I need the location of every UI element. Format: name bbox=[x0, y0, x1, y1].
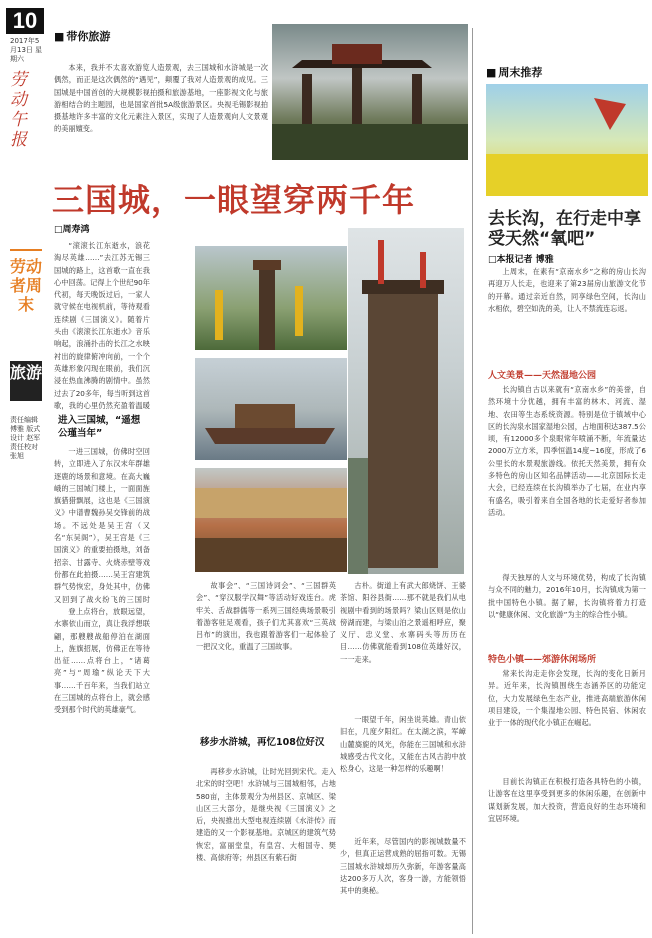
subheading-1: 进入三国城，“遥想公瑾当年” bbox=[58, 415, 141, 439]
newspaper-logo: 劳动午报 bbox=[10, 70, 27, 150]
section-label bbox=[10, 249, 42, 407]
section-title: 劳动者周末 bbox=[10, 257, 43, 314]
gate-photo bbox=[272, 24, 468, 160]
intro-paragraph: 本来，我并不太喜欢游览人造景观，去三国城和水浒城是一次偶然，而正是这次偶然的“遇见”，颠覆了我对人造景观的成见。三国城是中国首创的大规模影视拍摄和旅游基地，一座影视文化与旅游相结合的主题园，也是国家首批5A级旅游景区。央视毛锡影视拍摄基地许多丰富的文化元素注入景区，实现了人造景观向人文景观的美丽嬗变。 bbox=[54, 63, 268, 134]
flag bbox=[295, 286, 303, 336]
recommend-header: ■ 周末推荐 bbox=[486, 64, 542, 80]
page-number: 10 bbox=[6, 8, 44, 34]
banners bbox=[195, 488, 347, 518]
flower-field bbox=[486, 154, 648, 196]
paragraph-7: 古朴。街道上有武大郎烧饼、王婆茶馆、阳谷县衙……那不就是我们从电视剧中看到的场景吗？梁山区则是依山傍湖而建，与梁山泊之景遥相呼应，聚义厅、忠义堂、水寨码头等历历在目……仿佛就能看到108位英雄好汉，一一走来。 bbox=[340, 581, 466, 664]
subheading-2: 移步水浒城，再忆108位好汉 bbox=[200, 737, 325, 748]
right-paragraph-2: 长沟镇自古以来就有“京南水乡”的美誉，自然环境十分优越，拥有丰富的林木、河流、湿地、农田等生态系统资源。特别是位于镇域中心区的长沟泉水国家湿地公园，占地面积达387.5公顷，有12000多个泉眼常年喷涌不断，年流量达2000万立方米，四季恒温14度~16度，形成了6公里长的水景观旅游线。依托天然美景，拥有众多特色的房山区知名品牌活动——北京国际长走大会，已经连续在长沟镇举办了七届，在业内享有盛名，吸引着来自全国各地的长走爱好者参加活动。 bbox=[488, 385, 646, 517]
right-title: 去长沟，在行走中享受天然“氧吧” bbox=[488, 209, 641, 249]
gate-illustration bbox=[272, 24, 468, 160]
right-paragraph-1: 上周末，在素有“京南水乡”之称的房山长沟再迎万人长走，也迎来了第23届房山旅游文化节的开幕。通过亲近自然，同享绿色空间，长沟山水相依，碧空如洗的美，让人不禁流连忘返。 bbox=[488, 267, 646, 313]
tower-body bbox=[368, 288, 438, 568]
flag bbox=[215, 290, 223, 340]
warship-photo bbox=[195, 358, 347, 460]
tower bbox=[259, 264, 275, 350]
right-paragraph-3: 得天独厚的人文与环境优势，构成了长沟镇与众不同的魅力，2016年10月，长沟镇成为第一批中国特色小镇。据了解，长沟镇将着力打造以“健康休闲、文化旅游”为主的综合性小镇。 bbox=[488, 573, 646, 619]
right-paragraph-5: 目前长沟镇正在积极打造各具特色的小镇，让游客在这里享受到更多的休闲乐趣，在创新中谋划新发展，加大投资，营造良好的生态环境和宜居环境。 bbox=[488, 777, 646, 823]
issue-date: 2017年5月13日 星期六 bbox=[10, 37, 43, 63]
article-byline: □ 周寿鸿 bbox=[54, 222, 90, 235]
paragraph-3: 登上点将台，放眼远望，水寨依山而立，真让我浮想联翩，那艘艘战船停泊在湖面上，旌旗招展，仿佛正在等待出征……点将台上，“诸葛亮”与“周瑜”纵论天下大事……千百年来，当我们站立在三国城的点将台上，就会感受到那个时代的英雄豪气。 bbox=[54, 607, 150, 715]
page-sidebar bbox=[4, 4, 46, 934]
right-subheading-1: 人文美景——天然湿地公园 bbox=[488, 371, 597, 381]
ship-cabin bbox=[235, 404, 295, 428]
column-divider bbox=[472, 28, 473, 934]
tower-top bbox=[253, 260, 281, 270]
kite-photo bbox=[486, 84, 648, 196]
watchtower-illustration bbox=[195, 246, 347, 350]
ship-hull bbox=[205, 428, 335, 444]
column-header: ■ 带你旅游 bbox=[54, 28, 110, 44]
tower-rail bbox=[362, 280, 444, 294]
cavalry-photo bbox=[195, 468, 347, 572]
flag bbox=[420, 252, 426, 288]
right-paragraph-4: 常来长沟走走你会发现，长沟的变化日新月异。近年来，长沟镇围绕生态涵养区的功能定位，大力发展绿色生态产业，推进高端旅游休闲项目建设，一个集湿地公园、特色民宿、休闲农业于一体的现代化小镇正在崛起。 bbox=[488, 669, 646, 728]
kite bbox=[594, 98, 626, 130]
watchtower-photo bbox=[195, 246, 347, 350]
right-byline: □ 本报记者 博雅 bbox=[488, 252, 554, 265]
warship-illustration bbox=[195, 358, 347, 460]
paragraph-2: 一进三国城，仿佛时空回转，立即进入了东汉末年群雄逐鹿的场景和意境。在高大巍峨的三国城门楼上，一面面旌旗猎猎飘展，这也是《三国演义》中谱曹魏孙吴交锋前的战场。不远处是吴王宫（又名“东吴阁”），吴王宫是《三国演义》的重要拍摄地，刘备招亲、甘露寺、火烧赤壁等戏份都在此拍摄……吴王宫建筑群气势恢宏，身处其中，仿佛又回到了战火纷飞的三国时 bbox=[54, 447, 150, 604]
right-subheading-2: 特色小镇——郊游休闲场所 bbox=[488, 655, 597, 665]
flag bbox=[378, 240, 384, 284]
field bbox=[195, 538, 347, 572]
kite-illustration bbox=[486, 84, 648, 196]
cavalry-illustration bbox=[195, 468, 347, 572]
paragraph-1: “滚滚长江东逝水，浪花淘尽英雄……”去江苏无锡三国城的路上，这首歌一直在我心中回荡。记得上个世纪90年代初，每天晚饭过后，一家人就守候在电视机前，等待观看连续剧《三国演义》。随着片头由《滚滚长江东逝水》音乐响起，浪涌扑击的长江之水映衬出的旋律俯冲向前，一个个英雄形象闪现在眼前，我们沉浸在热血沸腾的剧情中。虽然过去了20多年，每当听到这首歌，我的心里仍然充盈着温暖 bbox=[54, 241, 150, 410]
fortress-illustration bbox=[348, 228, 464, 574]
fortress-tower-photo bbox=[348, 228, 464, 574]
section-tag: 旅游 bbox=[10, 361, 42, 401]
paragraph-6: 再移步水浒城，让时光回到宋代。走入北宋的时空吧！水浒城与三国城相邻，占地580亩，主体景观分为州县区、京城区、梁山区三大部分，是继央视《三国演义》之后，央视推出大型电视连续剧《水浒传》而建造的又一个影视基地。京城区的建筑气势恢宏，富丽堂皇，有皇宫、大相国寺、樊楼、高俅府等；州县区有紫石街 bbox=[196, 767, 336, 863]
ground bbox=[272, 124, 468, 160]
article-title: 三国城，一眼望穿两千年 bbox=[52, 181, 416, 219]
gate-plaque bbox=[332, 44, 382, 64]
paragraph-9: 近年来，尽管国内的影视城数量不少，但真正运营成熟的屈指可数。无锡三国城水浒城却历久弥新，年游客量高达200多万人次，客身一游，方能领悟其中的奥秘。 bbox=[340, 837, 466, 896]
paragraph-8: 一眼望千年，闲坐说英雄。青山依旧在，几度夕阳红。在太湖之滨，军嶂山麓旖旎的风光，你能在三国城和水浒城感受古代文化，又能在古风古韵中放松身心，这是一种怎样的乐趣啊！ bbox=[340, 715, 466, 774]
paragraph-5: 故事会”、“三国诗词会”、“三国群英会”、“穿汉服学汉舞”等活动好戏连台。虎牢关、舌战群儒等一系列三国经典场景吸引着游客驻足观看，孩子们尤其喜欢“三英战吕布”的演出，我也跟着游客们一起体验了一把汉文化，重温了三国故事。 bbox=[196, 581, 336, 652]
hillside bbox=[348, 458, 368, 574]
editor-credits: 责任编辑 傅雅 版式设计 赵军 责任校对 张旭 bbox=[10, 416, 41, 460]
